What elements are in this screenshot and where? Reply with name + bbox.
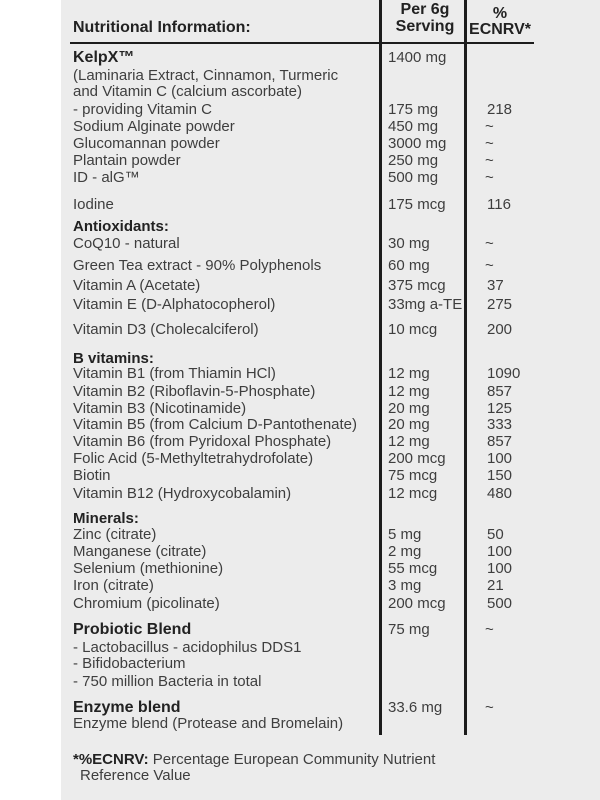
ecnrv-percent: 500 bbox=[487, 595, 513, 612]
amount-per-serving: 20 mg bbox=[388, 400, 430, 417]
nutrient-name: Vitamin D3 (Cholecalciferol) bbox=[73, 321, 259, 338]
ecnrv-percent: 275 bbox=[487, 296, 513, 313]
amount-per-serving: 3 mg bbox=[388, 577, 422, 594]
nutrient-name: Vitamin B12 (Hydroxycobalamin) bbox=[73, 485, 292, 502]
nutrient-name: Iron (citrate) bbox=[73, 577, 154, 594]
ecnrv-percent: 218 bbox=[487, 101, 513, 118]
nutrient-name: CoQ10 - natural bbox=[73, 235, 180, 252]
amount-per-serving: 75 mcg bbox=[388, 467, 438, 484]
ecnrv-percent: 1090 bbox=[487, 365, 521, 382]
amount-per-serving: 12 mg bbox=[388, 433, 430, 450]
amount-per-serving: 20 mg bbox=[388, 416, 430, 433]
nutrient-name: (Laminaria Extract, Cinnamon, Turmeric bbox=[73, 67, 339, 84]
footnote bbox=[73, 752, 435, 768]
ecnrv-percent: 100 bbox=[487, 560, 513, 577]
column-divider-1 bbox=[379, 0, 382, 735]
amount-per-serving: 10 mcg bbox=[388, 321, 438, 338]
nutrient-name: Vitamin A (Acetate) bbox=[73, 277, 201, 294]
nutrient-name: Glucomannan powder bbox=[73, 135, 220, 152]
nutrient-name: ID - alG™ bbox=[73, 169, 140, 186]
section-title: Minerals: bbox=[73, 510, 139, 527]
nutrient-name: - Bifidobacterium bbox=[73, 655, 186, 672]
amount-per-serving: 175 mg bbox=[388, 101, 439, 118]
amount-per-serving: 33mg a-TE bbox=[388, 296, 463, 313]
amount-per-serving: 200 mcg bbox=[388, 595, 446, 612]
ecnrv-percent: 50 bbox=[487, 526, 504, 543]
amount-per-serving: 200 mcg bbox=[388, 450, 446, 467]
nutrient-name: Vitamin B3 (Nicotinamide) bbox=[73, 400, 247, 417]
ecnrv-percent: ~ bbox=[485, 257, 494, 274]
amount-per-serving: 250 mg bbox=[388, 152, 439, 169]
ecnrv-percent: ~ bbox=[485, 169, 494, 186]
ecnrv-percent: 857 bbox=[487, 383, 513, 400]
nutrient-name: Sodium Alginate powder bbox=[73, 118, 235, 135]
section-title: Antioxidants: bbox=[73, 218, 169, 235]
amount-per-serving: 175 mcg bbox=[388, 196, 446, 213]
column-divider-2 bbox=[464, 0, 467, 735]
nutrient-name: Vitamin B6 (from Pyridoxal Phosphate) bbox=[73, 433, 332, 450]
header-label: Nutritional Information: bbox=[73, 19, 251, 36]
amount-per-serving: 375 mcg bbox=[388, 277, 446, 294]
header-serving-line2: Serving bbox=[395, 18, 455, 35]
ecnrv-percent: 150 bbox=[487, 467, 513, 484]
nutrient-name: Biotin bbox=[73, 467, 111, 484]
ecnrv-percent: ~ bbox=[485, 235, 494, 252]
amount-per-serving: 1400 mg bbox=[388, 49, 447, 66]
nutrient-name: and Vitamin C (calcium ascorbate) bbox=[73, 83, 302, 100]
ecnrv-percent: ~ bbox=[485, 621, 494, 638]
ecnrv-percent: 125 bbox=[487, 400, 513, 417]
footnote-text: Percentage European Community Nutrient bbox=[148, 751, 436, 768]
section-title: Probiotic Blend bbox=[73, 621, 192, 638]
footnote-term: *%ECNRV: bbox=[73, 751, 149, 768]
ecnrv-percent: ~ bbox=[485, 118, 494, 135]
ecnrv-percent: 333 bbox=[487, 416, 513, 433]
ecnrv-percent: 200 bbox=[487, 321, 513, 338]
ecnrv-percent: ~ bbox=[485, 699, 494, 716]
ecnrv-percent: 100 bbox=[487, 543, 513, 560]
ecnrv-percent: ~ bbox=[485, 135, 494, 152]
nutrient-name: Zinc (citrate) bbox=[73, 526, 157, 543]
footnote-line2: Reference Value bbox=[80, 767, 191, 784]
nutrient-name: Enzyme blend (Protease and Bromelain) bbox=[73, 715, 344, 732]
ecnrv-percent: 37 bbox=[487, 277, 504, 294]
section-title: B vitamins: bbox=[73, 350, 154, 367]
amount-per-serving: 30 mg bbox=[388, 235, 430, 252]
amount-per-serving: 2 mg bbox=[388, 543, 422, 560]
nutrient-name: - providing Vitamin C bbox=[73, 101, 212, 118]
nutrient-name: Vitamin B2 (Riboflavin-5-Phosphate) bbox=[73, 383, 316, 400]
ecnrv-percent: 857 bbox=[487, 433, 513, 450]
ecnrv-percent: ~ bbox=[485, 152, 494, 169]
ecnrv-percent: 480 bbox=[487, 485, 513, 502]
amount-per-serving: 33.6 mg bbox=[388, 699, 443, 716]
amount-per-serving: 450 mg bbox=[388, 118, 439, 135]
section-title: Enzyme blend bbox=[73, 699, 181, 716]
nutrient-name: - 750 million Bacteria in total bbox=[73, 673, 262, 690]
nutrient-name: - Lactobacillus - acidophilus DDS1 bbox=[73, 639, 302, 656]
header-pct-line2: ECNRV* bbox=[469, 21, 531, 38]
nutrient-name: Selenium (methionine) bbox=[73, 560, 224, 577]
amount-per-serving: 500 mg bbox=[388, 169, 439, 186]
amount-per-serving: 75 mg bbox=[388, 621, 430, 638]
amount-per-serving: 60 mg bbox=[388, 257, 430, 274]
header-serving-line1: Per 6g bbox=[400, 1, 450, 18]
nutrient-name: Plantain powder bbox=[73, 152, 181, 169]
ecnrv-percent: 100 bbox=[487, 450, 513, 467]
ecnrv-percent: 116 bbox=[487, 196, 511, 213]
nutrient-name: Vitamin B5 (from Calcium D-Pantothenate) bbox=[73, 416, 358, 433]
header-pct-line1: % bbox=[492, 5, 508, 22]
amount-per-serving: 5 mg bbox=[388, 526, 422, 543]
nutrient-name: Iodine bbox=[73, 196, 114, 213]
nutrient-name: Vitamin B1 (from Thiamin HCl) bbox=[73, 365, 276, 382]
amount-per-serving: 3000 mg bbox=[388, 135, 447, 152]
nutrient-name: Chromium (picolinate) bbox=[73, 595, 220, 612]
amount-per-serving: 12 mcg bbox=[388, 485, 438, 502]
section-title: KelpX™ bbox=[73, 49, 135, 66]
ecnrv-percent: 21 bbox=[487, 577, 504, 594]
nutrient-name: Vitamin E (D-Alphatocopherol) bbox=[73, 296, 276, 313]
nutrient-name: Folic Acid (5-Methyltetrahydrofolate) bbox=[73, 450, 314, 467]
amount-per-serving: 12 mg bbox=[388, 365, 430, 382]
nutrient-name: Green Tea extract - 90% Polyphenols bbox=[73, 257, 322, 274]
nutrient-name: Manganese (citrate) bbox=[73, 543, 207, 560]
amount-per-serving: 12 mg bbox=[388, 383, 430, 400]
amount-per-serving: 55 mcg bbox=[388, 560, 438, 577]
